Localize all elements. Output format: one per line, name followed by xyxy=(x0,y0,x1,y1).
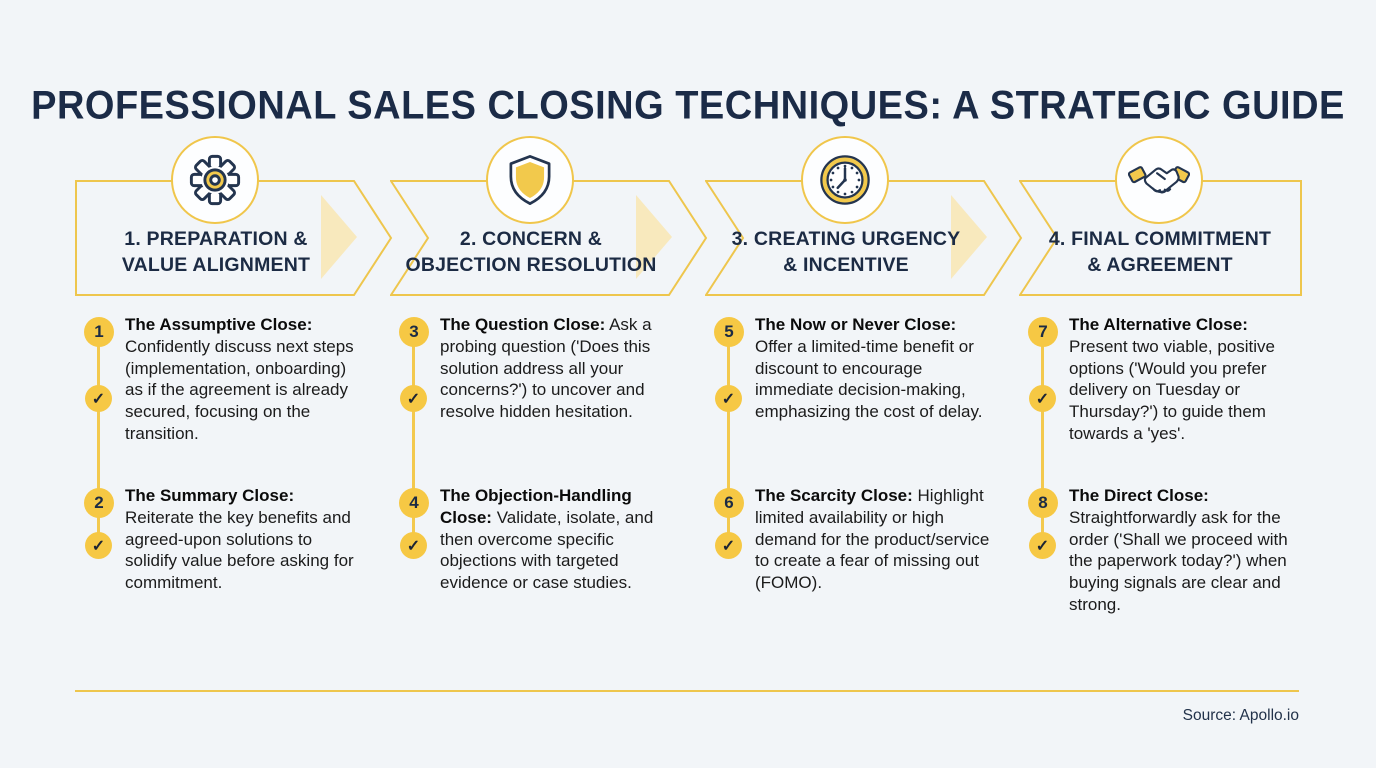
technique-body: Validate, isolate, and then overcome specific objections with targeted evidence or case studies. xyxy=(440,507,654,593)
technique-body: Highlight limited availability or high demand for the product/service to create a fear of missing out (FOMO). xyxy=(755,486,990,593)
stage-title xyxy=(390,226,672,278)
technique-heading: The Direct Close: xyxy=(1069,486,1209,505)
check-icon: ✓ xyxy=(400,532,427,559)
check-icon: ✓ xyxy=(85,385,112,412)
stage-title xyxy=(75,226,357,278)
technique-heading: The Alternative Close: xyxy=(1069,315,1248,334)
source-attribution: Source: Apollo.io xyxy=(1182,707,1299,724)
technique-heading: The Scarcity Close: xyxy=(755,486,913,505)
stage-title-line2: & INCENTIVE xyxy=(783,254,909,276)
technique-body: Ask a probing question ('Does this solution address all your concerns?') to uncover and resolve hidden hesitation. xyxy=(440,315,652,422)
technique-description xyxy=(1069,314,1307,445)
step-number-badge: 3 xyxy=(399,317,429,347)
stage-urgency-incentive xyxy=(705,0,1027,768)
check-icon: ✓ xyxy=(715,532,742,559)
step-number-badge: 7 xyxy=(1028,317,1058,347)
step-number-badge: 8 xyxy=(1028,488,1058,518)
technique-body: Reiterate the key benefits and agreed-upon solutions to solidify value before asking for commitment. xyxy=(125,507,354,593)
stage-icon-circle xyxy=(801,136,889,224)
step-number-badge: 5 xyxy=(714,317,744,347)
gear-icon xyxy=(188,153,242,207)
technique-body: Present two viable, positive options ('Would you prefer delivery on Tuesday or Thursday?') to guide them towards a 'yes'. xyxy=(1069,336,1275,443)
stage-icon-circle xyxy=(486,136,574,224)
page-title: PROFESSIONAL SALES CLOSING TECHNIQUES: A STRATEGIC GUIDE xyxy=(31,84,1345,129)
step-number-badge: 6 xyxy=(714,488,744,518)
check-icon: ✓ xyxy=(85,532,112,559)
step-number-badge: 1 xyxy=(84,317,114,347)
technique-description xyxy=(125,314,363,445)
clock-icon xyxy=(818,153,872,207)
stage-title xyxy=(1019,226,1301,278)
stage-preparation xyxy=(75,0,397,768)
stage-title-line2: VALUE ALIGNMENT xyxy=(121,254,311,276)
stage-final-commitment xyxy=(1019,0,1341,768)
check-icon: ✓ xyxy=(400,385,427,412)
stage-title-line1: 4. FINAL COMMITMENT xyxy=(1048,228,1272,250)
check-icon: ✓ xyxy=(715,385,742,412)
stage-title-line1: 3. CREATING URGENCY xyxy=(731,228,961,250)
stage-icon-circle xyxy=(171,136,259,224)
technique-description xyxy=(125,485,363,594)
stage-title-line1: 1. PREPARATION & xyxy=(124,228,308,250)
technique-description xyxy=(440,485,678,594)
stage-title-line2: OBJECTION RESOLUTION xyxy=(405,254,657,276)
step-number-badge: 4 xyxy=(399,488,429,518)
check-icon: ✓ xyxy=(1029,532,1056,559)
stage-icon-circle xyxy=(1115,136,1203,224)
technique-description xyxy=(755,485,993,594)
technique-description xyxy=(755,314,993,423)
technique-body: Offer a limited-time benefit or discount to encourage immediate decision-making, emphasizing the cost of delay. xyxy=(755,336,983,422)
technique-body: Confidently discuss next steps (implementation, onboarding) as if the agreement is already secured, focusing on the transition. xyxy=(125,336,354,443)
technique-heading: The Question Close: xyxy=(440,315,606,334)
footer-divider xyxy=(75,690,1299,692)
technique-heading: The Now or Never Close: xyxy=(755,315,957,334)
technique-heading: The Assumptive Close: xyxy=(125,315,313,334)
stage-title-line1: 2. CONCERN & xyxy=(459,228,603,250)
check-icon: ✓ xyxy=(1029,385,1056,412)
stage-title-line2: & AGREEMENT xyxy=(1087,254,1233,276)
step-number-badge: 2 xyxy=(84,488,114,518)
technique-heading: The Summary Close: xyxy=(125,486,295,505)
technique-heading: The Objection-Handling Close: xyxy=(440,486,632,527)
stage-title xyxy=(705,226,987,278)
technique-description xyxy=(1069,485,1307,616)
technique-description xyxy=(440,314,678,423)
stage-objection-resolution xyxy=(390,0,712,768)
shield-icon xyxy=(503,153,557,207)
handshake-icon xyxy=(1128,155,1190,205)
technique-body: Straightforwardly ask for the order ('Shall we proceed with the paperwork today?') when buying signals are clear and strong. xyxy=(1069,507,1288,614)
